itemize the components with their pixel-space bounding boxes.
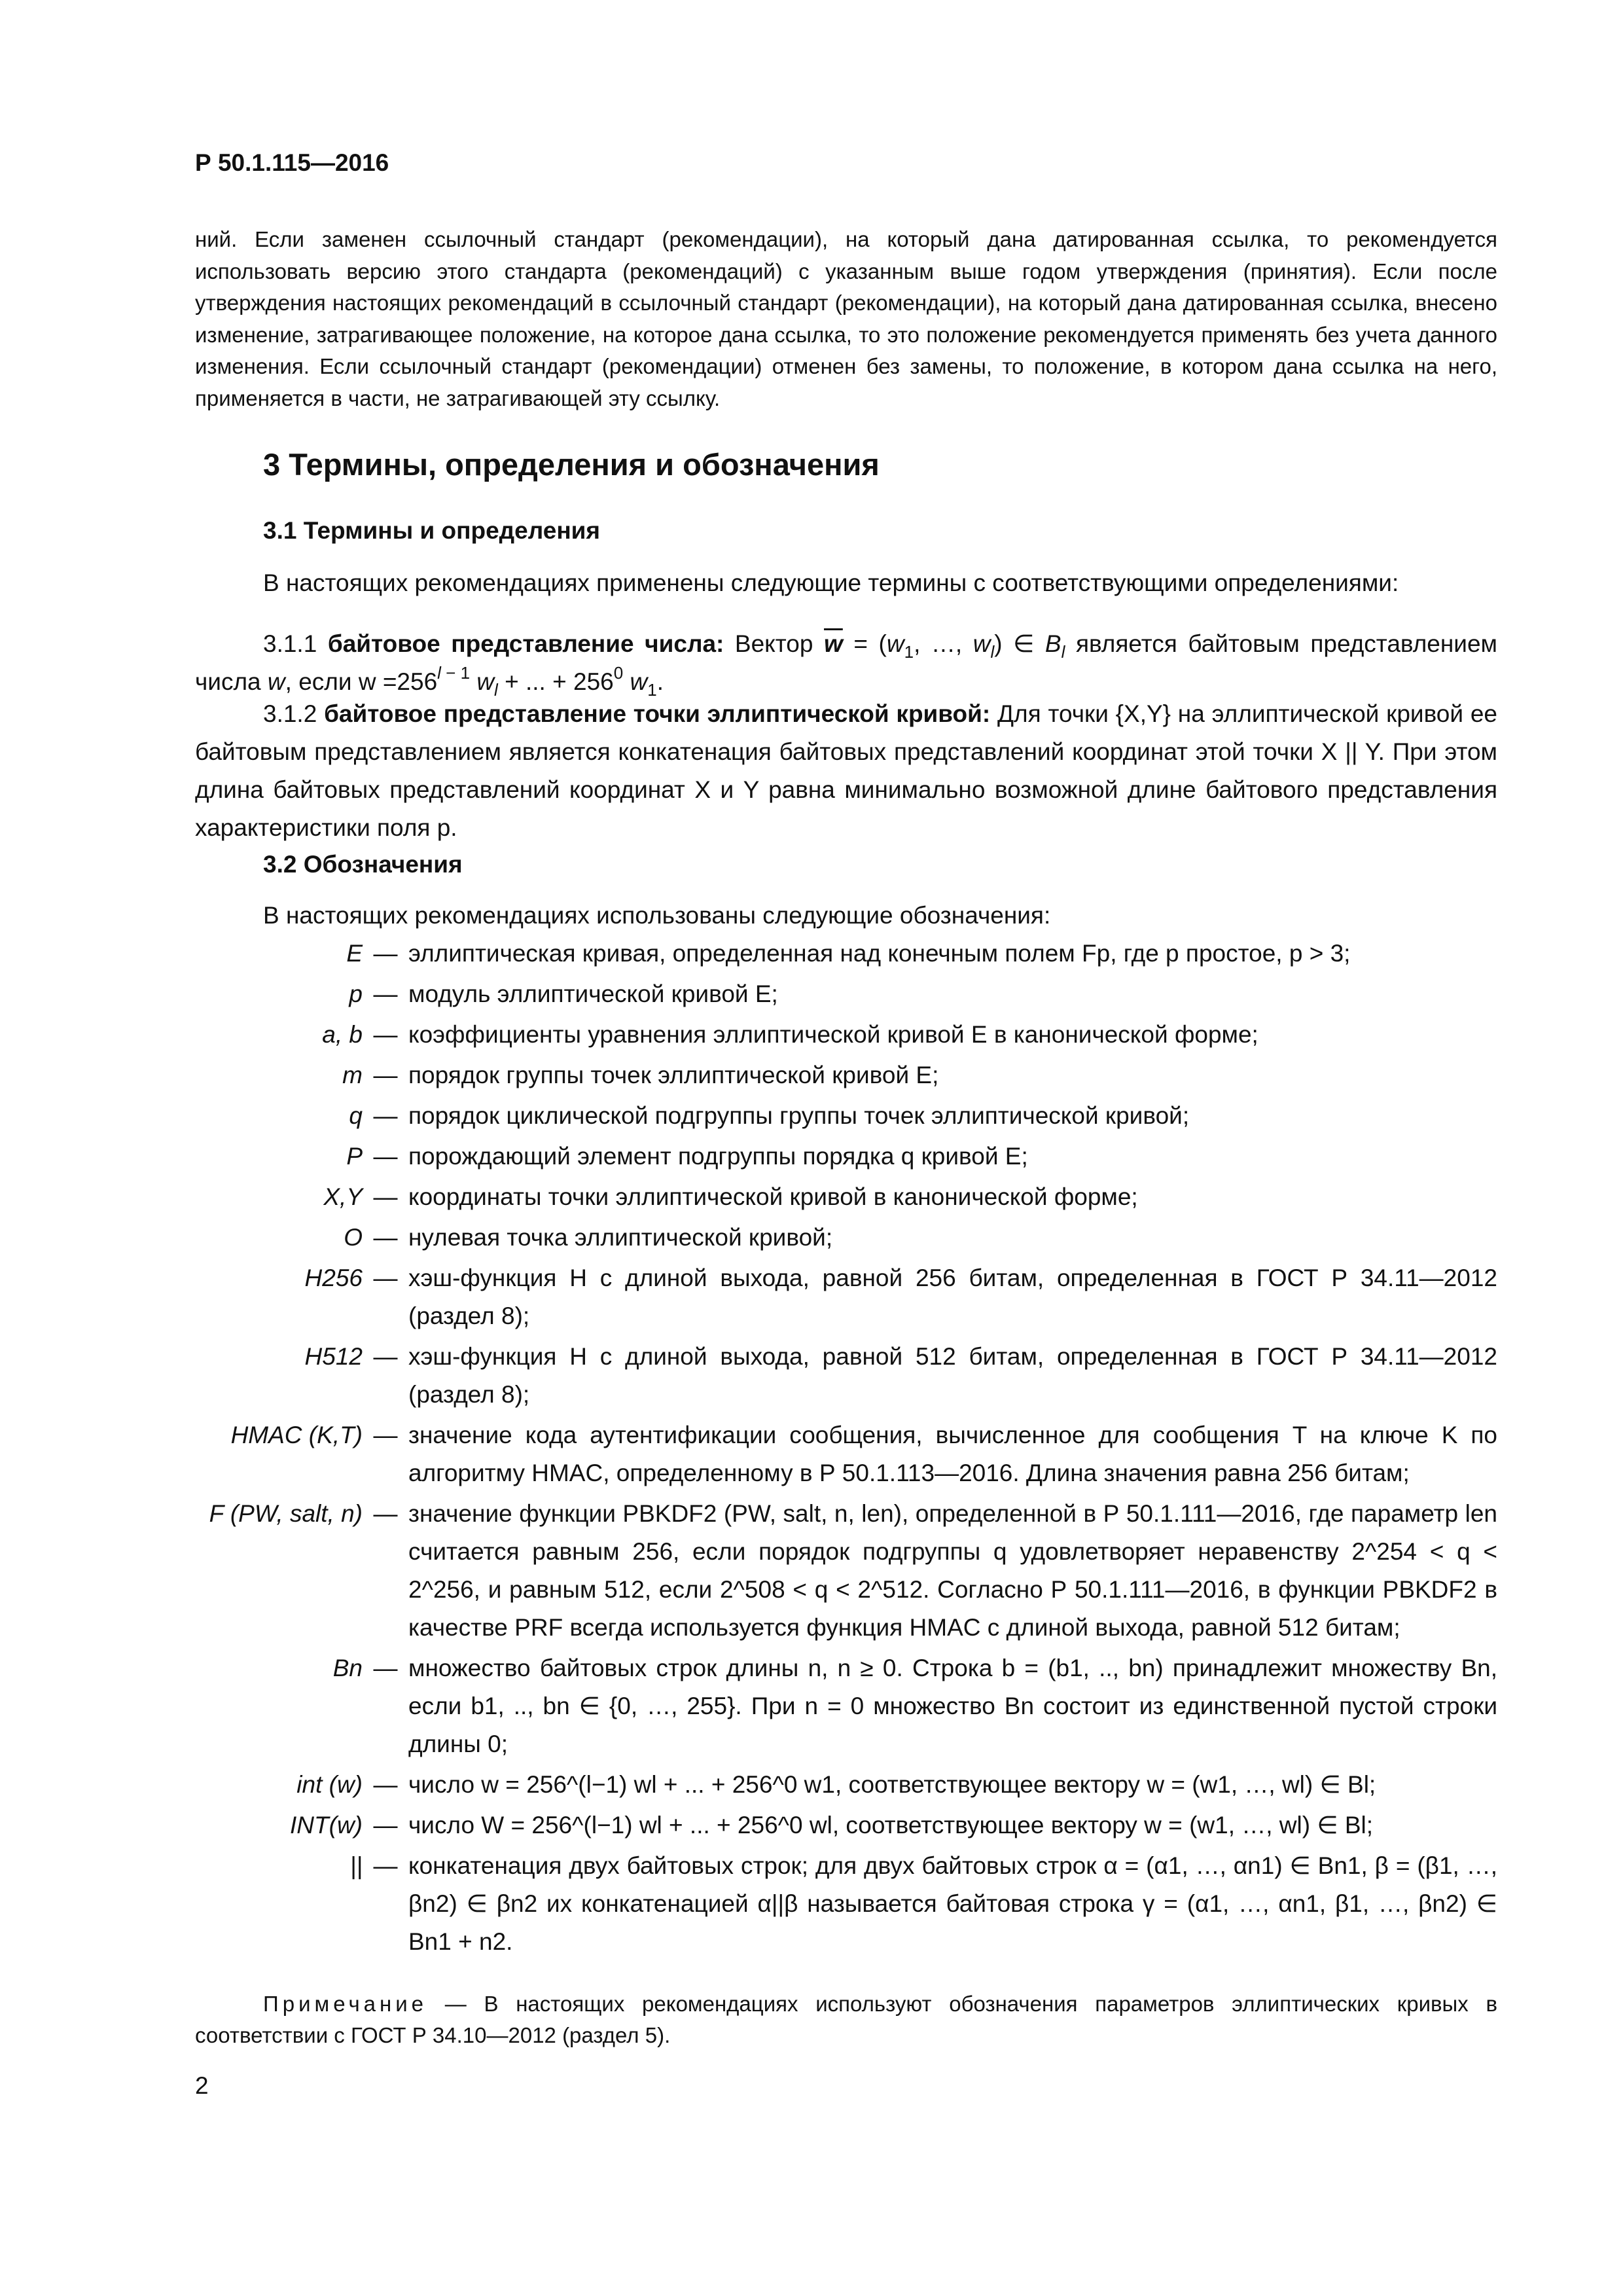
symbol-definition: значение кода аутентификации сообщения, вычисленное для сообщения T на ключе K по алгоритму HMAC, определенному в Р 50.1.113—2016. Длина значения равна 256 битам; (408, 1422, 1497, 1486)
symbol-definition: конкатенация двух байтовых строк; для двух байтовых строк α = (α1, …, αn1) ∈ Bn1, β = (β1, …, βn2) ∈ βn2 их конкатенацией α||β называется байтовая строка γ = (α1, …, αn1, β1, …, βn2) ∈ Bn1 + n2. (408, 1852, 1497, 1955)
symbol-definition: порождающий элемент подгруппы порядка q кривой E; (408, 1143, 1028, 1170)
term-definition: Для точки {X,Y} на эллиптической кривой ее байтовым представлением является конкатенация байтовых представлений координат этой точки X || Y. При этом длина байтовых представлений координат X и Y равна минимально возможной длине байтового представления характеристики поля p. (195, 700, 1497, 841)
symbol: m (342, 1062, 363, 1088)
term-3-1-2 (195, 695, 1497, 847)
symbol-row: p — модуль эллиптической кривой E; (195, 975, 1497, 1013)
section-title: 3 Термины, определения и обозначения (263, 447, 880, 482)
terms-intro: В настоящих рекомендациях применены следующие термины с соответствующими определениями: (263, 569, 1399, 596)
symbol: Bn (332, 1655, 363, 1681)
symbol-definition: множество байтовых строк длины n, n ≥ 0. Строка b = (b1, .., bn) принадлежит множеству Bn, если b1, .., bn ∈ {0, …, 255}. При n = 0 множество Bn состоит из единственной пустой строки длины 0; (408, 1655, 1497, 1757)
term-3-1-1: 3.1.1 байтовое представление числа: Вектор $\overline{w} = (w_1$, …, $w_l$) ∈ $B_l$ является байтовым представлением числа w, если $w =256^{l - 1}$ $w_l$ + ... + $256^0$ $w_1$. (195, 630, 1497, 700)
symbol: HMAC (K,T) (230, 1422, 363, 1448)
symbol: H256 (304, 1265, 363, 1291)
symbol-row: int (w) — число w = 256^(l−1) wl + ... + 256^0 w1, соответствующее вектору w = (w1, …, wl) ∈ Bl; (195, 1766, 1497, 1804)
symbol: q (349, 1102, 363, 1129)
note-label: Примечание (263, 1992, 428, 2016)
symbol-row: O — нулевая точка эллиптической кривой; (195, 1219, 1497, 1257)
symbol: p (349, 980, 363, 1007)
term-number: 3.1.1 (263, 630, 317, 657)
symbol-definition: порядок группы точек эллиптической кривой E; (408, 1062, 939, 1088)
symbol-row: INT(w) — число W = 256^(l−1) wl + ... + 256^0 wl, соответствующее вектору w = (w1, …, wl) ∈ Bl; (195, 1806, 1497, 1844)
symbol: INT(w) (290, 1812, 363, 1839)
symbol: E (346, 940, 363, 967)
symbol-definition: число w = 256^(l−1) wl + ... + 256^0 w1, соответствующее вектору w = (w1, …, wl) ∈ Bl; (408, 1771, 1376, 1798)
symbols-intro: В настоящих рекомендациях использованы следующие обозначения: (263, 902, 1051, 929)
subsection-title-symbols: 3.2 Обозначения (263, 851, 463, 878)
symbols-list (195, 935, 1497, 1964)
term-name: байтовое представление точки эллиптической кривой: (324, 700, 991, 727)
page-number: 2 (195, 2072, 209, 2099)
symbol: || (349, 1852, 363, 1879)
symbol: X,Y (323, 1183, 363, 1210)
symbol-row: q — порядок циклической подгруппы группы точек эллиптической кривой; (195, 1097, 1497, 1135)
symbol-definition: хэш-функция H с длиной выхода, равной 256 битам, определенная в ГОСТ Р 34.11—2012 (раздел 8); (408, 1265, 1497, 1329)
symbol: int (w) (296, 1771, 363, 1798)
symbol-row: E — эллиптическая кривая, определенная над конечным полем Fp, где p простое, p > 3; (195, 935, 1497, 973)
symbol-row: || — конкатенация двух байтовых строк; для двух байтовых строк α = (α1, …, αn1) ∈ Bn1, β = (β1, …, βn2) ∈ βn2 их конкатенацией α||β называется байтовая строка γ = (α1, …, αn1, β1, …, βn2) ∈ Bn1 + n2. (195, 1847, 1497, 1961)
symbol: H512 (304, 1343, 363, 1370)
symbol-definition: координаты точки эллиптической кривой в канонической форме; (408, 1183, 1138, 1210)
symbol-definition: хэш-функция H с длиной выхода, равной 512 битам, определенная в ГОСТ Р 34.11—2012 (раздел 8); (408, 1343, 1497, 1408)
symbol-definition: порядок циклической подгруппы группы точек эллиптической кривой; (408, 1102, 1190, 1129)
symbol-row: H512 — хэш-функция H с длиной выхода, равной 512 битам, определенная в ГОСТ Р 34.11—2012 (раздел 8); (195, 1338, 1497, 1414)
intro-paragraph: ний. Если заменен ссылочный стандарт (рекомендации), на который дана датированная ссылка, то рекомендуется использовать версию этого стандарта (рекомендаций) с указанным выше годом утверждения (принятия). Если после утверждения настоящих рекомендаций в ссылочный стандарт (рекомендации), на который дана датированная ссылка, внесено изменение, затрагивающее положение, на которое дана ссылка, то это положение рекомендуется применять без учета данного изменения. Если ссылочный стандарт (рекомендации) отменен без замены, то положение, в котором дана ссылка на него, применяется в части, не затрагивающей эту ссылку. (195, 227, 1497, 410)
note-text: — В настоящих рекомендациях используют обозначения параметров эллиптических кривых в соответствии с ГОСТ Р 34.10—2012 (раздел 5). (195, 1992, 1498, 2047)
symbol-row: X,Y — координаты точки эллиптической кривой в канонической форме; (195, 1178, 1497, 1216)
symbol-row: HMAC (K,T) — значение кода аутентификации сообщения, вычисленное для сообщения T на ключе K по алгоритму HMAC, определенному в Р 50.1.113—2016. Длина значения равна 256 битам; (195, 1416, 1497, 1492)
term-number: 3.1.2 (263, 700, 317, 727)
symbol: F (PW, salt, n) (209, 1500, 363, 1527)
symbol-definition: эллиптическая кривая, определенная над конечным полем Fp, где p простое, p > 3; (408, 940, 1351, 967)
symbol-row: P — порождающий элемент подгруппы порядка q кривой E; (195, 1138, 1497, 1175)
symbol-row: m — порядок группы точек эллиптической кривой E; (195, 1056, 1497, 1094)
symbol: P (346, 1143, 363, 1170)
note (195, 1988, 1497, 2051)
symbol: O (344, 1224, 363, 1251)
symbol-row: Bn — множество байтовых строк длины n, n ≥ 0. Строка b = (b1, .., bn) принадлежит множеству Bn, если b1, .., bn ∈ {0, …, 255}. При n = 0 множество Bn состоит из единственной пустой строки длины 0; (195, 1649, 1497, 1763)
symbol-row: H256 — хэш-функция H с длиной выхода, равной 256 битам, определенная в ГОСТ Р 34.11—2012 (раздел 8); (195, 1259, 1497, 1335)
symbol-definition: коэффициенты уравнения эллиптической кривой E в канонической форме; (408, 1021, 1258, 1048)
symbol: a, b (322, 1021, 363, 1048)
subsection-title-terms: 3.1 Термины и определения (263, 517, 601, 544)
term-name: байтовое представление числа: (327, 630, 724, 657)
symbol-row: F (PW, salt, n) — значение функции PBKDF2 (PW, salt, n, len), определенной в Р 50.1.111—2016, где параметр len считается равным 256, если порядок подгруппы q удовлетворяет неравенству 2^254 < q < 2^256, и равным 512, если 2^508 < q < 2^512. Согласно Р 50.1.111—2016, в функции PBKDF2 в качестве PRF всегда используется функция HMAC с длиной выхода, равной 512 битам; (195, 1495, 1497, 1647)
symbol-definition: модуль эллиптической кривой E; (408, 980, 778, 1007)
symbol-row: a, b — коэффициенты уравнения эллиптической кривой E в канонической форме; (195, 1016, 1497, 1054)
symbol-definition: нулевая точка эллиптической кривой; (408, 1224, 833, 1251)
symbol-definition: число W = 256^(l−1) wl + ... + 256^0 wl, соответствующее вектору w = (w1, …, wl) ∈ Bl; (408, 1812, 1374, 1839)
document-header: Р 50.1.115—2016 (195, 149, 389, 176)
symbol-definition: значение функции PBKDF2 (PW, salt, n, len), определенной в Р 50.1.111—2016, где параметр len считается равным 256, если порядок подгруппы q удовлетворяет неравенству 2^254 < q < 2^256, и равным 512, если 2^508 < q < 2^512. Согласно Р 50.1.111—2016, в функции PBKDF2 в качестве PRF всегда используется функция HMAC с длиной выхода, равной 512 битам; (408, 1500, 1497, 1641)
